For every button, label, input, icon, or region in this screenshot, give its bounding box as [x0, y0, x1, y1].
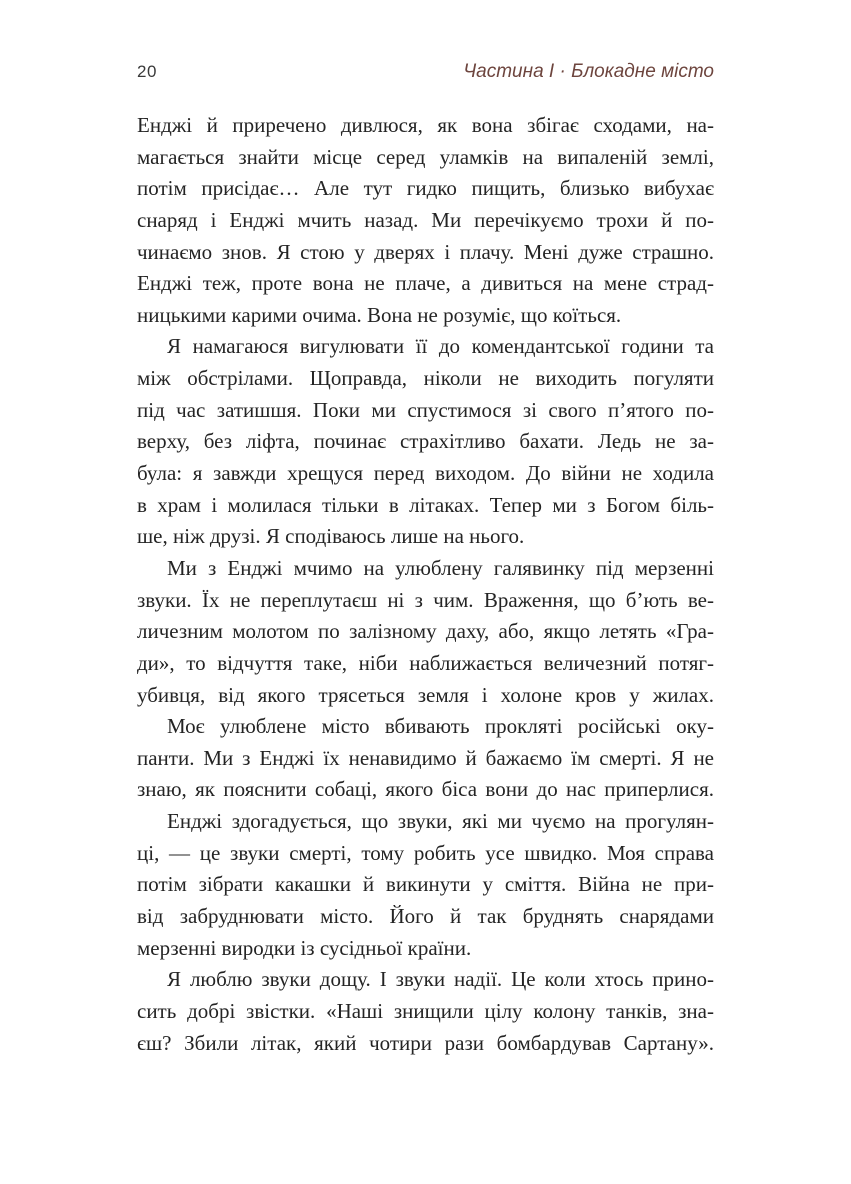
running-header: Частина I · Блокадне місто: [463, 61, 714, 82]
text-line: Енджі здогадується, що звуки, які ми чуємо на прогулян-: [167, 809, 714, 834]
text-line: убивця, від якого трясеться земля і холоне кров у жилах.: [137, 682, 714, 707]
text-line: Я намагаюся вигулювати її до комендантської години та: [167, 334, 714, 359]
text-line: верху, без ліфта, починає страхітливо бахати. Ледь не за-: [137, 429, 714, 454]
text-line: магається знайти місце серед уламків на випаленій землі,: [137, 144, 714, 169]
text-line: в храм і молилася тільки в літаках. Тепер ми з Богом біль-: [137, 492, 714, 517]
text-line: снаряд і Енджі мчить назад. Ми перечікуємо трохи й по-: [137, 207, 714, 232]
text-line: потім зібрати какашки й викинути у сміття. Війна не при-: [137, 872, 714, 897]
page-header: [137, 61, 714, 83]
text-line: Ми з Енджі мчимо на улюблену галявинку під мерзенні: [167, 555, 714, 580]
paragraph: [137, 553, 714, 711]
text-line: знаю, як пояснити собаці, якого біса вони до нас приперлися.: [137, 777, 714, 802]
text-line: чинаємо знов. Я стою у дверях і плачу. Мені дуже страшно.: [137, 239, 714, 264]
paragraph: [137, 331, 714, 552]
text-line: єш? Збили літак, який чотири рази бомбардував Сартану».: [137, 1030, 714, 1055]
text-line: Енджі теж, проте вона не плаче, а дивиться на мене страд-: [137, 271, 714, 296]
text-line: Я люблю звуки дощу. І звуки надії. Це коли хтось прино-: [167, 967, 714, 992]
text-line: сить добрі звістки. «Наші знищили цілу колону танків, зна-: [137, 998, 714, 1023]
text-line: між обстрілами. Щоправда, ніколи не виходить погуляти: [137, 366, 714, 391]
paragraph: [137, 964, 714, 1059]
text-line: від забруднювати місто. Його й так бруднять снарядами: [137, 904, 714, 929]
paragraph: [137, 806, 714, 964]
page-number: 20: [137, 62, 157, 81]
body-text: [137, 110, 714, 1059]
text-line: звуки. Їх не переплутаєш ні з чим. Враження, що б’ють ве-: [137, 587, 714, 612]
text-line: ці, — це звуки смерті, тому робить усе швидко. Моя справа: [137, 840, 714, 865]
text-line: ше, ніж друзі. Я сподіваюсь лише на нього.: [137, 524, 525, 549]
text-line: Енджі й приречено дивлюся, як вона збігає сходами, на-: [137, 113, 714, 137]
text-line: ницькими карими очима. Вона не розуміє, що коїться.: [137, 302, 622, 327]
text-line: була: я завжди хрещуся перед виходом. До війни не ходила: [137, 461, 714, 486]
text-line: панти. Ми з Енджі їх ненавидимо й бажаємо їм смерті. Я не: [137, 745, 714, 770]
text-line: потім присідає… Але тут гидко пищить, близько вибухає: [137, 176, 714, 201]
text-line: Моє улюблене місто вбивають прокляті російські оку-: [167, 714, 714, 739]
text-line: під час затишшя. Поки ми спустимося зі свого п’ятого по-: [137, 397, 714, 422]
text-line: личезним молотом по залізному даху, або, якщо летять «Гра-: [137, 619, 714, 644]
paragraph: [137, 711, 714, 806]
text-line: мерзенні виродки із сусідньої країни.: [137, 935, 472, 960]
text-line: ди», то відчуття таке, ніби наближається величезний потяг-: [137, 650, 714, 675]
paragraph: [137, 110, 714, 331]
